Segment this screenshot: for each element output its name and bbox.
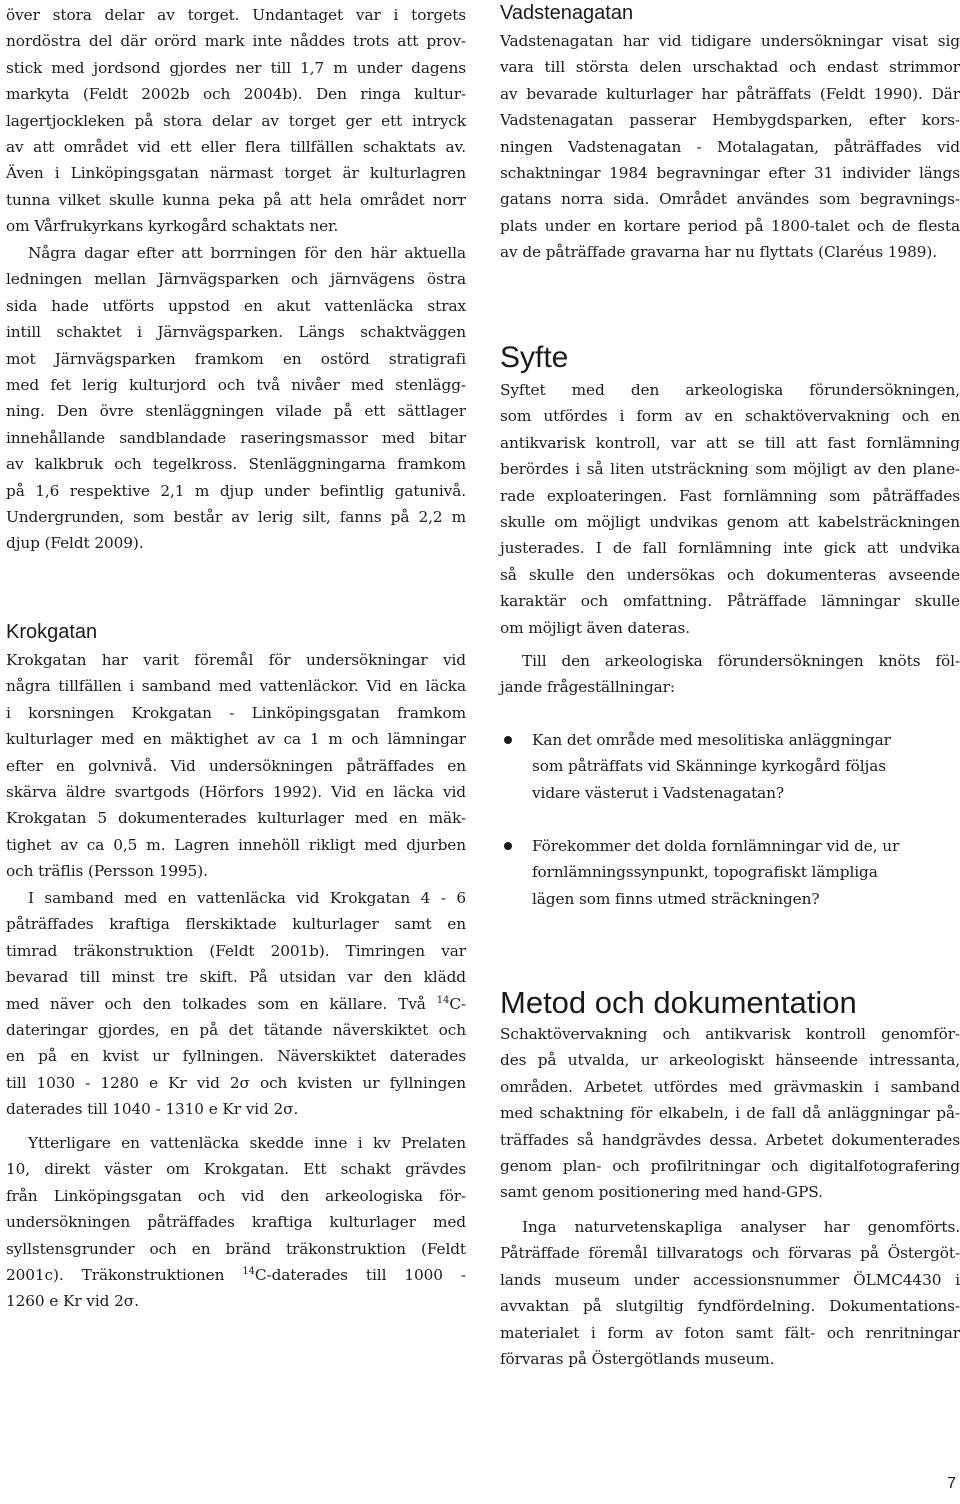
- bullet-list-item: [500, 727, 960, 806]
- text-line: innehållande sandblandade raseringsmassor med bitar: [6, 428, 466, 447]
- text-line: Undergrunden, som består av lerig silt, fanns på 2,2 m: [6, 507, 466, 526]
- page-number: 7: [947, 1475, 956, 1492]
- text-line: Schaktövervakning och antikvarisk kontroll genomför-: [500, 1025, 960, 1043]
- text-line: Krokgatan 5 dokumenterades kulturlager med en mäk-: [6, 809, 466, 828]
- text-line: på 1,6 respektive 2,1 m djup under befintlig gatunivå.: [6, 481, 466, 500]
- text-line: om Vårfrukyrkans kyrkogård schaktats ner.: [6, 217, 339, 236]
- text-fragment: 2001c). Träkonstruktionen: [6, 1265, 243, 1284]
- text-line: med fet lerig kulturjord och två nivåer med stenlägg-: [6, 375, 466, 394]
- heading-krokgatan: Krokgatan: [6, 621, 98, 643]
- text-line: kulturlager med en mäktighet av ca 1 m och lämningar: [6, 730, 466, 749]
- text-line: Inga naturvetenskapliga analyser har genomförts.: [522, 1218, 960, 1236]
- text-line: förvaras på Östergötlands museum.: [500, 1349, 775, 1368]
- text-line: syllstensgrunder och en bränd träkonstruktion (Feldt: [6, 1239, 466, 1258]
- text-line: lands museum under accessionsnummer ÖLMC4430 i: [500, 1270, 960, 1289]
- paragraph-vadstenagatan: [500, 28, 960, 266]
- text-line: plats under en kortare period på 1800-talet och de flesta: [500, 216, 960, 235]
- paragraph-syfte-1: [500, 377, 960, 641]
- text-line: ning. Den övre stenläggningen vilade på ett sättlager: [6, 402, 466, 421]
- text-line: dateringar gjordes, en på det tätande näverskiktet och: [6, 1020, 466, 1039]
- text-line: fornlämningssynpunkt, topografiskt lämpliga: [532, 863, 878, 882]
- text-line: des på utvalda, ur arkeologiskt hänseende intressanta,: [500, 1051, 960, 1070]
- paragraph-krokgatan-3: [6, 1130, 466, 1315]
- text-line: genom plan- och profilritningar och digitalfotografering: [500, 1156, 960, 1175]
- superscript-14: 14: [242, 1265, 255, 1277]
- text-line: träffades så handgrävdes dessa. Arbetet dokumenterades: [500, 1130, 960, 1149]
- text-line: intill schaktet i Järnvägsparken. Längs schaktväggen: [6, 323, 466, 342]
- text-fragment: C-: [449, 994, 466, 1013]
- text-line: sida hade utförts uppstod en akut vattenläcka strax: [6, 296, 466, 315]
- text-fragment: med näver och den tolkades som en källare. Två: [6, 994, 437, 1013]
- text-fragment: C-daterades till 1000 -: [254, 1265, 466, 1284]
- text-line: områden. Arbetet utfördes med grävmaskin i samband: [500, 1077, 960, 1096]
- text-line: Vadstenagatan passerar Hembygdsparken, efter kors-: [500, 111, 960, 130]
- text-line: Till den arkeologiska förundersökningen knöts föl-: [522, 652, 960, 670]
- text-line: bevarad till minst tre skift. På utsidan var den klädd: [6, 968, 466, 987]
- text-line: efter en golvnivå. Vid undersökningen påträffades en: [6, 756, 466, 775]
- text-line: jande frågeställningar:: [500, 678, 675, 697]
- text-line: 10, direkt väster om Krokgatan. Ett schakt grävdes: [6, 1160, 466, 1179]
- text-line: av kalkbruk och tegelkross. Stenläggningarna framkom: [6, 455, 466, 474]
- text-line: Även i Linköpingsgatan närmast torget är kulturlagren: [6, 164, 466, 183]
- text-line: stick med jordsond gjordes ner till 1,7 m under dagens: [6, 58, 466, 77]
- text-line: djup (Feldt 2009).: [6, 534, 144, 553]
- bullet-icon: [504, 842, 512, 850]
- text-line: över stora delar av torget. Undantaget var i torgets: [6, 6, 466, 24]
- text-line: Några dagar efter att borrningen för den här aktuella: [28, 244, 466, 262]
- text-line: påträffades kraftiga flerskiktade kulturlager samt en: [6, 915, 466, 934]
- text-line: avvaktan på slutgiltig fyndfördelning. Dokumentations-: [500, 1297, 960, 1316]
- paragraph-krokgatan-1: [6, 647, 466, 885]
- text-line: som utfördes i form av en schaktövervakning och en: [500, 407, 960, 426]
- text-line: rade exploateringen. Fast fornlämning som påträffades: [500, 486, 960, 505]
- text-line: mot Järnvägsparken framkom en ostörd stratigrafi: [6, 349, 466, 368]
- paragraph-metod-1: [500, 1021, 960, 1206]
- text-line: från Linköpingsgatan och vid den arkeologiska för-: [6, 1186, 466, 1205]
- text-line: en på en kvist ur fyllningen. Näverskiktet daterades: [6, 1047, 466, 1066]
- text-line-with-superscript: [6, 1262, 466, 1288]
- bullet-list-item: [500, 833, 960, 912]
- text-line: Kan det område med mesolitiska anläggningar: [532, 731, 891, 749]
- text-line: Ytterligare en vattenläcka skedde inne i kv Prelaten: [28, 1134, 466, 1152]
- text-line: gatans norra sida. Området användes som begravnings-: [500, 190, 960, 209]
- text-line-with-superscript: [6, 991, 466, 1017]
- text-line: i korsningen Krokgatan - Linköpingsgatan framkom: [6, 703, 466, 722]
- paragraph-metod-2: [500, 1214, 960, 1372]
- text-line: markyta (Feldt 2002b och 2004b). Den ringa kultur-: [6, 85, 466, 104]
- paragraph-syfte-2: [500, 648, 960, 701]
- text-line: Påträffade föremål tillvaratogs och förvaras på Östergöt-: [500, 1244, 960, 1263]
- text-line: vara till största delen urschaktad och endast strimmor: [500, 58, 960, 77]
- text-line: lagertjockleken på stora delar av torget ger ett intryck: [6, 111, 466, 130]
- text-line: och träflis (Persson 1995).: [6, 862, 208, 881]
- text-line: skärva äldre svartgods (Hörfors 1992). Vid en läcka vid: [6, 782, 466, 801]
- text-line: undersökningen påträffades kraftiga kulturlager med: [6, 1213, 466, 1232]
- section-metod: [500, 983, 960, 1023]
- text-line: tunna vilket skulle kunna peka på att hela området norr: [6, 190, 466, 209]
- paragraph-jarnvagsparken: [6, 240, 466, 557]
- text-line: av bevarade kulturlager har påträffats (Feldt 1990). Där: [500, 84, 960, 103]
- section-krokgatan: [6, 619, 466, 645]
- text-line: justerades. I de fall fornlämning inte gick att undvika: [500, 539, 960, 558]
- text-line: som påträffats vid Skänninge kyrkogård följas: [532, 757, 886, 776]
- text-line: samt genom positionering med hand-GPS.: [500, 1183, 823, 1202]
- text-line: daterades till 1040 - 1310 e Kr vid 2σ.: [6, 1100, 299, 1119]
- text-line: 1260 e Kr vid 2σ.: [6, 1292, 139, 1311]
- paragraph-krokgatan-2: [6, 885, 466, 1123]
- text-line: Syftet med den arkeologiska förundersökningen,: [500, 381, 960, 399]
- text-line: antikvarisk kontroll, var att se till att fast fornlämning: [500, 433, 960, 452]
- text-line: tighet av ca 0,5 m. Lagren innehöll rikligt med djurben: [6, 835, 466, 854]
- text-line: nordöstra del där orörd mark inte nåddes trots att prov-: [6, 32, 466, 51]
- heading-vadstenagatan: Vadstenagatan: [500, 2, 634, 24]
- text-line: materialet i form av foton samt fält- och renritningar: [500, 1323, 960, 1342]
- heading-syfte: Syfte: [500, 341, 569, 374]
- text-line: Förekommer det dolda fornlämningar vid de, ur: [532, 837, 900, 855]
- paragraph-torget: [6, 2, 466, 240]
- text-line: ningen Vadstenagatan - Motalagatan, påträffades vid: [500, 137, 960, 156]
- text-line: schaktningar 1984 begravningar efter 31 individer längs: [500, 163, 960, 182]
- text-line: timrad träkonstruktion (Feldt 2001b). Timringen var: [6, 941, 466, 960]
- text-line: karaktär och omfattning. Påträffade lämningar skulle: [500, 592, 960, 611]
- text-line: lägen som finns utmed sträckningen?: [532, 889, 820, 908]
- text-line: ledningen mellan Järnvägsparken och järnvägens östra: [6, 270, 466, 289]
- text-line: Krokgatan har varit föremål för undersökningar vid: [6, 651, 466, 669]
- text-line: om möjligt även dateras.: [500, 618, 691, 637]
- text-line: några tillfällen i samband med vattenläckor. Vid en läcka: [6, 677, 466, 696]
- heading-metod-och-dokumentation: Metod och dokumentation: [500, 985, 857, 1020]
- section-vadstenagatan: [500, 0, 960, 26]
- text-line: med schaktning för elkabeln, i de fall då anläggningar på-: [500, 1104, 960, 1123]
- text-line: till 1030 - 1280 e Kr vid 2σ och kvisten ur fyllningen: [6, 1073, 466, 1092]
- text-line: skulle om möjligt undvikas genom att kabelsträckningen: [500, 512, 960, 531]
- section-syfte: [500, 338, 960, 378]
- text-line: av att området vid ett eller flera tillfällen schaktats av.: [6, 137, 466, 156]
- text-line: av de påträffade gravarna har nu flyttats (Claréus 1989).: [500, 243, 937, 262]
- text-line: vidare västerut i Vadstenagatan?: [532, 783, 785, 802]
- text-line: Vadstenagatan har vid tidigare undersökningar visat sig: [500, 32, 960, 50]
- bullet-icon: [504, 736, 512, 744]
- text-line: berördes i så liten utsträckning som möjligt av den plane-: [500, 460, 960, 479]
- superscript-14: 14: [436, 994, 450, 1006]
- text-line: så skulle den undersökas och dokumenteras avseende: [500, 565, 960, 584]
- text-line: I samband med en vattenläcka vid Krokgatan 4 - 6: [28, 889, 466, 907]
